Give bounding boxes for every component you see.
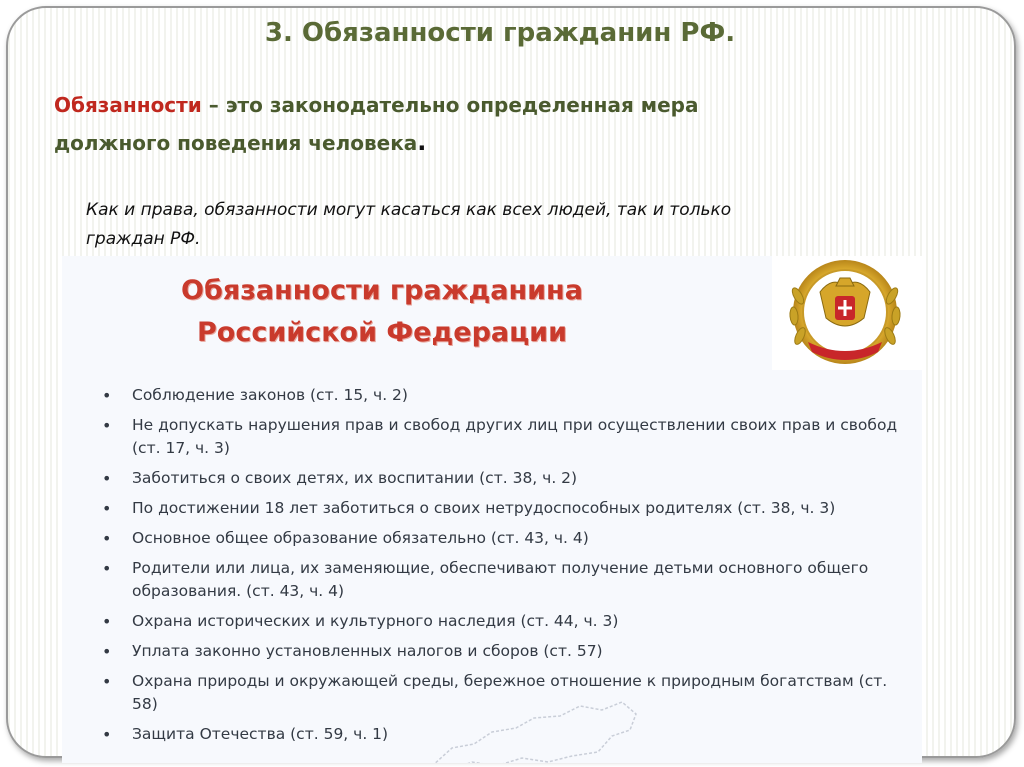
list-item: • Защита Отечества (ст. 59, ч. 1) [102, 723, 902, 746]
list-item: • Заботиться о своих детях, их воспитании (ст. 38, ч. 2) [102, 467, 902, 490]
note-text: Как и права, обязанности могут касаться как всех людей, так и только граждан РФ. [86, 200, 732, 249]
definition-body: – это законодательно определенная мера должного поведения человека [54, 93, 699, 155]
list-item: • Охрана природы и окружающей среды, бережное отношение к природным богатствам (ст. 58) [102, 670, 902, 716]
list-item: • Родители или лица, их заменяющие, обеспечивают получение детьми основного общего образования. (ст. 43, ч. 4) [102, 557, 902, 603]
list-item: • По достижении 18 лет заботиться о своих нетрудоспособных родителях (ст. 38, ч. 3) [102, 497, 902, 520]
definition-end-mark: . [417, 128, 427, 156]
duties-panel [62, 256, 922, 763]
definition-term: Обязанности [54, 93, 202, 117]
emblem [772, 256, 922, 370]
list-item: • Охрана исторических и культурного наследия (ст. 44, ч. 3) [102, 610, 902, 633]
panel-title-line2: Российской Федерации [197, 317, 567, 348]
russian-state-emblem-icon [780, 256, 910, 368]
duties-list [102, 384, 902, 753]
panel-title [62, 270, 702, 354]
list-item: • Основное общее образование обязательно (ст. 43, ч. 4) [102, 527, 902, 550]
slide-title: 3. Обязанности гражданин РФ. [264, 18, 736, 48]
list-item: • Не допускать нарушения прав и свобод других лиц при осуществлении своих прав и свобод (ст. 17, ч. 3) [102, 414, 902, 460]
panel-title-line1: Обязанности гражданина [181, 275, 583, 306]
list-item: • Соблюдение законов (ст. 15, ч. 2) [102, 384, 902, 407]
definition-text [54, 87, 814, 162]
list-item: • Уплата законно установленных налогов и сборов (ст. 57) [102, 640, 902, 663]
